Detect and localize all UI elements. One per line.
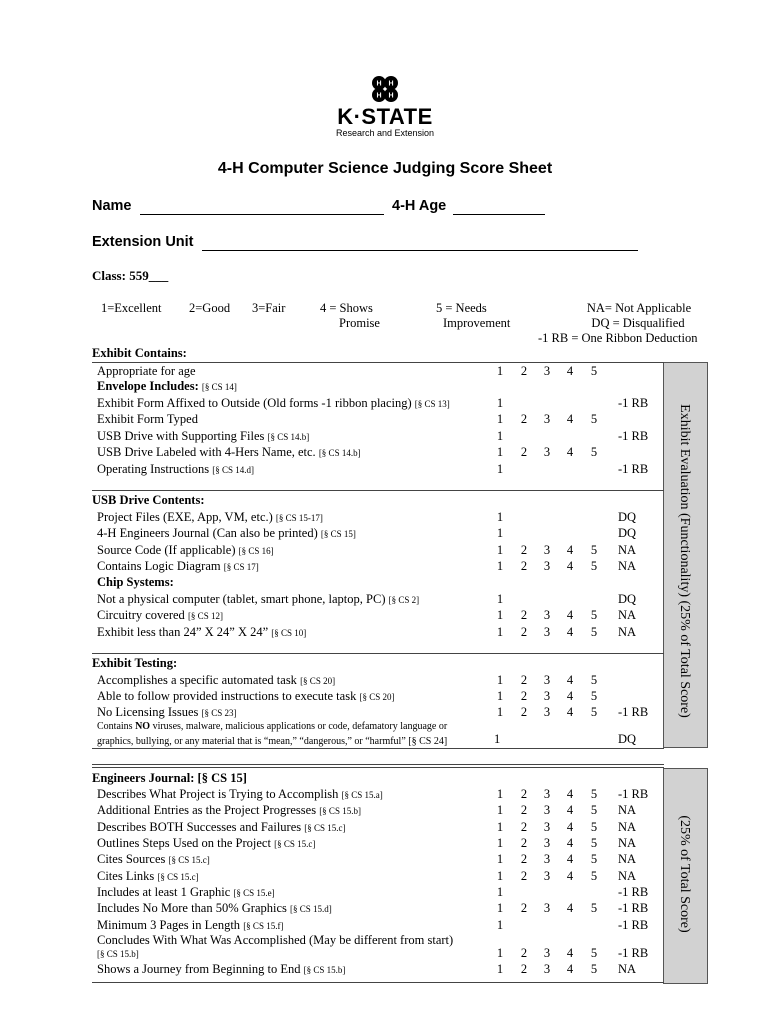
scale-1: 1=Excellent [101, 301, 162, 315]
score-option-4[interactable]: 4 [566, 869, 574, 883]
score-row [92, 444, 664, 460]
score-option-3[interactable]: 3 [543, 673, 551, 687]
class-label: Class: 559___ [92, 268, 169, 283]
deduction-code[interactable]: NA [618, 869, 637, 883]
score-option-5[interactable]: 5 [590, 625, 598, 639]
score-option-2[interactable]: 2 [520, 673, 528, 687]
concludes-scores [92, 946, 598, 961]
concludes-code: -1 RB [618, 946, 649, 960]
score-option-1[interactable]: 1 [496, 705, 504, 719]
journal-side-label: (25% of Total Score) [677, 815, 692, 933]
score-option-2[interactable]: 2 [520, 705, 528, 719]
scale-5-line1: 5 = Needs [436, 301, 487, 315]
deduction-code[interactable]: NA [618, 559, 637, 573]
score-option-1[interactable]: 1 [496, 803, 504, 817]
score-row [92, 525, 664, 541]
score-option-1[interactable]: 1 [496, 918, 504, 932]
svg-text:H: H [388, 80, 394, 88]
criterion-label: Exhibit Form Typed [97, 412, 198, 426]
score-option-2[interactable]: 2 [520, 608, 528, 622]
extension-unit-label: Extension Unit [92, 234, 194, 250]
criterion-label: Not a physical computer (tablet, smart phone, laptop, PC) [§ CS 2] [97, 592, 420, 606]
scale-na: NA= Not Applicable [586, 301, 692, 315]
criterion-label: Appropriate for age [97, 364, 196, 378]
score-option-2[interactable]: 2 [520, 787, 528, 801]
score-option-2[interactable]: 2 [520, 820, 528, 834]
criterion-label: Includes at least 1 Graphic [§ CS 15.e] [97, 885, 275, 899]
score-option-1[interactable]: 1 [496, 526, 504, 540]
criterion-ref: [§ CS 15.c] [157, 872, 199, 882]
deduction-code[interactable]: -1 RB [618, 429, 649, 443]
envelope-title: Envelope Includes: [97, 379, 199, 393]
score-option-3[interactable]: 3 [543, 625, 551, 639]
divider [92, 764, 664, 765]
score-option-1[interactable]: 1 [496, 462, 504, 476]
score-option-4[interactable]: 4 [566, 559, 574, 573]
deduction-code[interactable]: NA [618, 543, 637, 557]
score-option-3[interactable]: 3 [543, 705, 551, 719]
score-option-2[interactable]: 2 [520, 559, 528, 573]
criterion-ref: [§ CS 15.d] [290, 904, 332, 914]
score-option-4[interactable]: 4 [566, 852, 574, 866]
criterion-ref: [§ CS 14.b] [267, 432, 310, 442]
divider [92, 748, 664, 749]
contains-line2: graphics, bullying, or any material that is “mean,” “dangerous,” or “harmful” [§ CS 24] [97, 736, 448, 747]
section-exhibit-contains [92, 345, 664, 361]
section-title: Exhibit Testing: [92, 656, 178, 670]
score-option-2[interactable]: 2 [520, 901, 528, 915]
deduction-code[interactable]: NA [618, 820, 637, 834]
section-title [97, 378, 237, 395]
divider [92, 767, 664, 768]
score-option-1[interactable]: 1 [496, 869, 504, 883]
score-row [92, 428, 664, 444]
score-option-1[interactable]: 1 [496, 852, 504, 866]
score-row [92, 411, 664, 427]
score-option-5[interactable]: 5 [590, 962, 598, 976]
contains-num: 1 [494, 732, 501, 746]
criterion-ref: [§ CS 15] [320, 529, 356, 539]
criterion-label: Exhibit Form Affixed to Outside (Old forms -1 ribbon placing) [§ CS 13] [97, 396, 450, 410]
score-row [92, 835, 664, 851]
section-chip [92, 574, 664, 590]
score-row [92, 786, 664, 802]
score-option-5[interactable]: 5 [590, 673, 598, 687]
contains-line1 [97, 720, 447, 733]
deduction-code[interactable]: NA [618, 962, 637, 976]
score-row [92, 819, 664, 835]
criterion-label: 4-H Engineers Journal (Can also be printed) [§ CS 15] [97, 526, 356, 540]
criterion-label: Describes What Project is Trying to Accomplish [§ CS 15.a] [97, 787, 383, 801]
criterion-label: Source Code (If applicable) [§ CS 16] [97, 543, 274, 557]
score-option-5[interactable]: 5 [590, 364, 598, 378]
criterion-ref: [§ CS 15-17] [275, 513, 323, 523]
score-option-1[interactable]: 1 [496, 901, 504, 915]
deduction-code[interactable]: NA [618, 608, 637, 622]
score-option-2[interactable]: 2 [520, 852, 528, 866]
score-option-4[interactable]: 4 [566, 787, 574, 801]
score-option-2[interactable]: 2 [520, 445, 528, 459]
score-option-5[interactable]: 5 [590, 689, 598, 703]
score-option-1[interactable]: 1 [496, 836, 504, 850]
score-option-5[interactable]: 5 [590, 946, 598, 960]
score-option-5[interactable]: 5 [590, 608, 598, 622]
page-title: 4-H Computer Science Judging Score Sheet [217, 160, 553, 177]
divider [92, 362, 664, 363]
scale-5 [436, 301, 510, 331]
score-option-3[interactable]: 3 [543, 787, 551, 801]
contains-code: DQ [618, 732, 637, 746]
deduction-code[interactable]: -1 RB [618, 396, 649, 410]
section-title: Exhibit Contains: [92, 346, 187, 360]
section-title: Chip Systems: [97, 575, 174, 589]
age-field[interactable] [453, 214, 545, 215]
criterion-label: No Licensing Issues [§ CS 23] [97, 705, 237, 719]
score-option-3[interactable]: 3 [543, 803, 551, 817]
section-envelope [92, 378, 664, 394]
score-option-1[interactable]: 1 [496, 510, 504, 524]
criterion-label: Cites Links [§ CS 15.c] [97, 869, 199, 883]
score-option-3[interactable]: 3 [543, 543, 551, 557]
divider [92, 490, 664, 491]
score-option-3[interactable]: 3 [543, 962, 551, 976]
score-option-5[interactable]: 5 [590, 869, 598, 883]
score-option-1[interactable]: 1 [496, 364, 504, 378]
scale-4-line2: Promise [339, 316, 380, 330]
criterion-label: Contains Logic Diagram [§ CS 17] [97, 559, 259, 573]
score-row [92, 509, 664, 525]
score-option-2[interactable]: 2 [520, 962, 528, 976]
deduction-code[interactable]: -1 RB [618, 462, 649, 476]
score-row [92, 868, 664, 884]
section-testing [92, 655, 664, 671]
concludes-ref: [§ CS 15.b] [97, 949, 139, 959]
criterion-ref: [§ CS 20] [300, 676, 336, 686]
score-row [92, 672, 664, 688]
criterion-ref: [§ CS 15.c] [304, 823, 346, 833]
scale-5-line2: Improvement [443, 316, 511, 330]
score-option-1[interactable]: 1 [496, 412, 504, 426]
score-option-1[interactable]: 1 [496, 543, 504, 557]
criterion-ref: [§ CS 12] [187, 611, 223, 621]
scale-codes [544, 301, 724, 331]
scale-4 [320, 301, 380, 331]
criterion-label: Circuitry covered [§ CS 12] [97, 608, 223, 622]
criterion-label: Additional Entries as the Project Progresses [§ CS 15.b] [97, 803, 361, 817]
score-row [92, 591, 664, 607]
score-option-5[interactable]: 5 [590, 852, 598, 866]
scale-3: 3=Fair [252, 301, 286, 315]
score-option-4[interactable]: 4 [566, 803, 574, 817]
criterion-label: Minimum 3 Pages in Length [§ CS 15.f] [97, 918, 284, 932]
deduction-code[interactable]: -1 RB [618, 918, 649, 932]
criterion-label: Able to follow provided instructions to execute task [§ CS 20] [97, 689, 395, 703]
criterion-ref: [§ CS 15.c] [168, 855, 210, 865]
criterion-label: Operating Instructions [§ CS 14.d] [97, 462, 255, 476]
score-option-1[interactable]: 1 [496, 885, 504, 899]
section-usb [92, 492, 664, 508]
contains-no: NO [135, 721, 151, 732]
deduction-code[interactable]: DQ [618, 510, 637, 524]
envelope-ref: [§ CS 14] [201, 382, 237, 392]
score-option-3[interactable]: 3 [543, 364, 551, 378]
score-option-5[interactable]: 5 [590, 543, 598, 557]
criterion-ref: [§ CS 15.e] [233, 888, 275, 898]
score-row [92, 607, 664, 623]
contains-a: Contains [97, 721, 136, 732]
score-option-2[interactable]: 2 [520, 869, 528, 883]
deduction-code[interactable]: DQ [618, 592, 637, 606]
deduction-code[interactable]: -1 RB [618, 901, 649, 915]
score-row [92, 461, 664, 477]
deduction-code[interactable]: DQ [618, 526, 637, 540]
criterion-ref: [§ CS 10] [271, 628, 307, 638]
criterion-ref: [§ CS 16] [238, 546, 274, 556]
score-option-5[interactable]: 5 [590, 445, 598, 459]
score-option-4[interactable]: 4 [566, 820, 574, 834]
criterion-label: USB Drive with Supporting Files [§ CS 14.b] [97, 429, 310, 443]
score-option-2[interactable]: 2 [520, 803, 528, 817]
score-row [92, 558, 664, 574]
score-option-3[interactable]: 3 [543, 412, 551, 426]
score-option-3[interactable]: 3 [543, 852, 551, 866]
score-option-3[interactable]: 3 [543, 689, 551, 703]
score-option-3[interactable]: 3 [543, 901, 551, 915]
score-row [92, 395, 664, 411]
score-row [92, 851, 664, 867]
criterion-label: Project Files (EXE, App, VM, etc.) [§ CS 15-17] [97, 510, 323, 524]
name-label: Name [92, 198, 132, 214]
score-option-1[interactable]: 1 [496, 592, 504, 606]
score-option-2[interactable]: 2 [520, 412, 528, 426]
svg-text:H: H [376, 92, 382, 100]
score-option-3[interactable]: 3 [543, 836, 551, 850]
score-option-4[interactable]: 4 [566, 946, 574, 960]
scale-2: 2=Good [189, 301, 231, 315]
criterion-ref: [§ CS 15.c] [274, 839, 316, 849]
score-option-4[interactable]: 4 [566, 689, 574, 703]
score-row [92, 802, 664, 818]
criterion-ref: [§ CS 17] [223, 562, 259, 572]
svg-text:H: H [388, 92, 394, 100]
criterion-label: Shows a Journey from Beginning to End [§ CS 15.b] [97, 962, 346, 976]
scale-4-line1: 4 = Shows [320, 301, 373, 315]
score-option-3[interactable]: 3 [543, 820, 551, 834]
score-option-2[interactable]: 2 [520, 625, 528, 639]
score-option-5[interactable]: 5 [590, 901, 598, 915]
score-row [92, 688, 664, 704]
criterion-ref: [§ CS 15.b] [303, 965, 346, 975]
divider [92, 982, 664, 983]
criterion-ref: [§ CS 15.f] [243, 921, 284, 931]
score-option-1[interactable]: 1 [496, 608, 504, 622]
deduction-code[interactable]: NA [618, 836, 637, 850]
age-label: 4-H Age [392, 198, 447, 214]
score-option-4[interactable]: 4 [566, 625, 574, 639]
criterion-label: Exhibit less than 24” X 24” X 24” [§ CS 10] [97, 625, 307, 639]
score-option-3[interactable]: 3 [543, 559, 551, 573]
score-option-3[interactable]: 3 [543, 946, 551, 960]
score-option-4[interactable]: 4 [566, 836, 574, 850]
score-option-1[interactable]: 1 [496, 559, 504, 573]
score-row [92, 917, 664, 933]
criterion-ref: [§ CS 20] [359, 692, 395, 702]
score-option-1[interactable]: 1 [496, 946, 504, 960]
criterion-ref: [§ CS 2] [388, 595, 420, 605]
criterion-ref: [§ CS 15.a] [341, 790, 383, 800]
score-option-4[interactable]: 4 [566, 445, 574, 459]
criterion-label: Describes BOTH Successes and Failures [§ CS 15.c] [97, 820, 346, 834]
score-option-5[interactable]: 5 [590, 820, 598, 834]
kstate-logo [330, 72, 440, 138]
score-row [92, 884, 664, 900]
score-option-1[interactable]: 1 [496, 429, 504, 443]
section-title: USB Drive Contents: [92, 493, 205, 507]
score-option-2[interactable]: 2 [520, 543, 528, 557]
criterion-ref: [§ CS 23] [201, 708, 237, 718]
criterion-label: USB Drive Labeled with 4-Hers Name, etc. [§ CS 14.b] [97, 445, 361, 459]
score-row [92, 900, 664, 916]
score-option-3[interactable]: 3 [543, 869, 551, 883]
org-name: K·STATE [337, 104, 433, 129]
score-option-2[interactable]: 2 [520, 836, 528, 850]
criterion-ref: [§ CS 14.d] [212, 465, 255, 475]
deduction-code[interactable]: NA [618, 852, 637, 866]
score-option-4[interactable]: 4 [566, 608, 574, 622]
criterion-ref: [§ CS 13] [414, 399, 450, 409]
score-option-4[interactable]: 4 [566, 364, 574, 378]
score-option-2[interactable]: 2 [520, 946, 528, 960]
criterion-label: Outlines Steps Used on the Project [§ CS 15.c] [97, 836, 316, 850]
deduction-code[interactable]: -1 RB [618, 885, 649, 899]
score-option-2[interactable]: 2 [520, 689, 528, 703]
deduction-code[interactable]: -1 RB [618, 705, 649, 719]
svg-text:H: H [376, 80, 382, 88]
extension-unit-field[interactable] [202, 250, 638, 251]
score-option-3[interactable]: 3 [543, 608, 551, 622]
score-option-3[interactable]: 3 [543, 445, 551, 459]
score-option-4[interactable]: 4 [566, 543, 574, 557]
scale-dq: DQ = Disqualified [591, 316, 685, 330]
criterion-label: Includes No More than 50% Graphics [§ CS 15.d] [97, 901, 332, 915]
score-row [92, 363, 664, 379]
deduction-code[interactable]: -1 RB [618, 787, 649, 801]
score-option-5[interactable]: 5 [590, 803, 598, 817]
score-option-1[interactable]: 1 [496, 787, 504, 801]
deduction-code[interactable]: NA [618, 625, 637, 639]
score-option-4[interactable]: 4 [566, 705, 574, 719]
divider [92, 653, 664, 654]
criterion-label: Accomplishes a specific automated task [§ CS 20] [97, 673, 336, 687]
score-option-5[interactable]: 5 [590, 787, 598, 801]
score-option-5[interactable]: 5 [590, 412, 598, 426]
score-row [92, 961, 664, 977]
criterion-label: Cites Sources [§ CS 15.c] [97, 852, 210, 866]
contains-b: viruses, malware, malicious applications or code, defamatory language or [150, 721, 448, 732]
section-journal [92, 770, 664, 786]
score-option-1[interactable]: 1 [496, 445, 504, 459]
score-option-5[interactable]: 5 [590, 705, 598, 719]
deduction-code[interactable]: NA [618, 803, 637, 817]
score-row [92, 624, 664, 640]
score-option-1[interactable]: 1 [496, 962, 504, 976]
score-option-4[interactable]: 4 [566, 962, 574, 976]
concludes-line1: Concludes With What Was Accomplished (May be different from start) [97, 933, 454, 947]
score-option-1[interactable]: 1 [496, 689, 504, 703]
criterion-ref: [§ CS 14.b] [318, 448, 361, 458]
section-title: Engineers Journal: [§ CS 15] [92, 771, 247, 785]
score-option-4[interactable]: 4 [566, 412, 574, 426]
scale-rb: -1 RB = One Ribbon Deduction [538, 331, 698, 345]
score-option-1[interactable]: 1 [496, 820, 504, 834]
criterion-ref: [§ CS 15.b] [319, 806, 361, 816]
score-option-1[interactable]: 1 [496, 673, 504, 687]
org-subtitle: Research and Extension [335, 128, 435, 138]
score-row [92, 704, 664, 720]
score-option-4[interactable]: 4 [566, 673, 574, 687]
clover-icon [368, 72, 402, 106]
score-option-5[interactable]: 5 [590, 836, 598, 850]
score-row [92, 542, 664, 558]
score-option-1[interactable]: 1 [496, 625, 504, 639]
name-field[interactable] [140, 214, 384, 215]
score-option-1[interactable]: 1 [496, 396, 504, 410]
score-option-5[interactable]: 5 [590, 559, 598, 573]
evaluation-side-label: Exhibit Evaluation (Functionality) (25% of Total Score) [677, 404, 692, 718]
score-option-2[interactable]: 2 [520, 364, 528, 378]
score-option-4[interactable]: 4 [566, 901, 574, 915]
